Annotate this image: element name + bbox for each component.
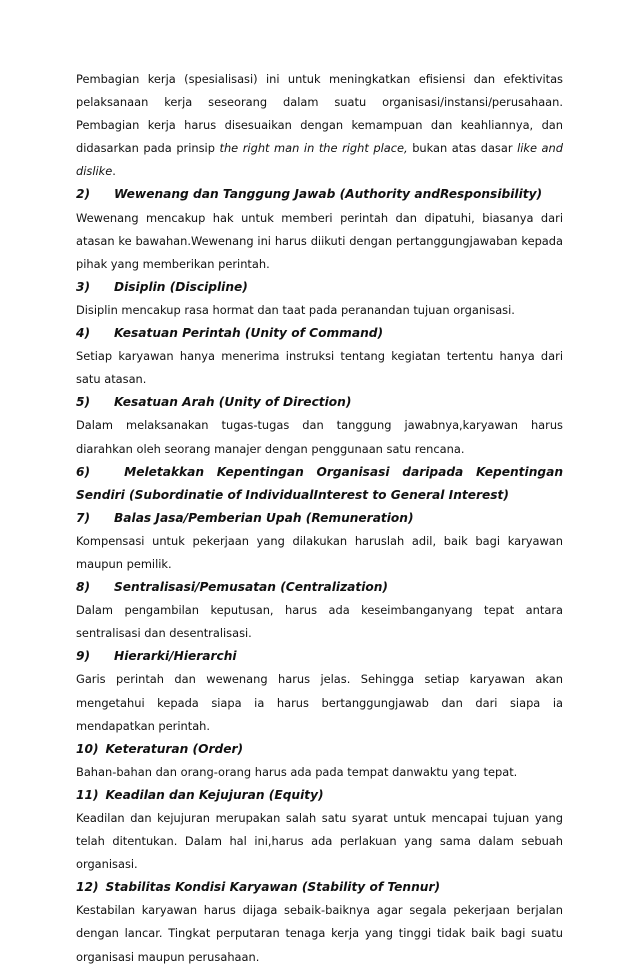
section-title-6: Meletakkan Kepentingan Organisasi daripada Kepentingan Sendiri (Subordinatie of IndividualInterest to General Interest) [76, 464, 563, 502]
section-number-4: 4) [76, 326, 91, 341]
section-heading-5 [76, 391, 563, 414]
section-heading-8 [76, 576, 563, 599]
section-title-8: Sentralisasi/Pemusatan (Centralization) [114, 580, 389, 595]
section-title-7: Balas Jasa/Pemberian Upah (Remuneration) [114, 510, 414, 525]
section-number-5: 5) [76, 395, 91, 410]
section-body-4: Setiap karyawan hanya menerima instruksi tentang kegiatan tertentu hanya dari satu atasan. [76, 349, 563, 387]
intro-italic-phrase-1: the right man in the right place, [219, 141, 408, 156]
section-number-7: 7) [76, 510, 91, 525]
section-body-8: Dalam pengambilan keputusan, harus ada keseimbanganyang tepat antara sentralisasi dan desentralisasi. [76, 603, 563, 641]
section-number-10: 10) [76, 741, 99, 756]
intro-text-after: . [112, 164, 116, 179]
document-content [76, 68, 563, 969]
section-title-10: Keteraturan (Order) [105, 741, 244, 756]
section-body-10: Bahan-bahan dan orang-orang harus ada pada tempat danwaktu yang tepat. [76, 764, 518, 779]
section-title-3: Disiplin (Discipline) [114, 279, 248, 294]
intro-paragraph [76, 68, 563, 183]
section-number-11: 11) [76, 787, 99, 802]
section-heading-12 [76, 876, 563, 899]
section-body-7: Kompensasi untuk pekerjaan yang dilakukan haruslah adil, baik bagi karyawan maupun pemilik. [76, 533, 563, 571]
section-heading-2 [76, 183, 563, 206]
section-heading-4 [76, 322, 563, 345]
section-body-12: Kestabilan karyawan harus dijaga sebaik-baiknya agar segala pekerjaan berjalan dengan lancar. Tingkat perputaran tenaga kerja yang tinggi tidak baik bagi suatu organisasi maupun perusahaan. [76, 903, 563, 964]
section-title-4: Kesatuan Perintah (Unity of Command) [114, 326, 384, 341]
section-number-9: 9) [76, 649, 91, 664]
section-body-11: Keadilan dan kejujuran merupakan salah satu syarat untuk mencapai tujuan yang telah ditentukan. Dalam hal ini,harus ada perlakuan yang sama dalam sebuah organisasi. [76, 811, 563, 872]
section-number-8: 8) [76, 580, 91, 595]
section-number-2: 2) [76, 187, 91, 202]
section-heading-9 [76, 645, 563, 668]
section-number-3: 3) [76, 279, 91, 294]
section-body-3: Disiplin mencakup rasa hormat dan taat pada peranandan tujuan organisasi. [76, 302, 515, 317]
section-heading-11 [76, 784, 563, 807]
section-heading-7 [76, 507, 563, 530]
section-number-12: 12) [76, 880, 99, 895]
section-title-11: Keadilan dan Kejujuran (Equity) [105, 787, 324, 802]
section-heading-3 [76, 276, 563, 299]
intro-italic-phrase-2: like and dislike [76, 141, 563, 179]
section-title-2: Wewenang dan Tanggung Jawab (Authority andResponsibility) [114, 187, 543, 202]
section-title-5: Kesatuan Arah (Unity of Direction) [114, 395, 352, 410]
section-body-9: Garis perintah dan wewenang harus jelas. Sehingga setiap karyawan akan mengetahui kepada siapa ia harus bertanggungjawab dan dari siapa ia mendapatkan perintah. [76, 672, 563, 733]
section-title-9: Hierarki/Hierarchi [114, 649, 237, 664]
section-body-2: Wewenang mencakup hak untuk memberi perintah dan dipatuhi, biasanya dari atasan ke bawahan.Wewenang ini harus diikuti dengan pertanggungjawaban kepada pihak yang memberikan perintah. [76, 210, 563, 271]
intro-text-before: Pembagian kerja (spesialisasi) ini untuk meningkatkan efisiensi dan efektivitas pelaksanaan kerja seseorang dalam suatu organisasi/instansi/perusahaan. Pembagian kerja harus disesuaikan dengan kemampuan dan keahliannya, dan didasarkan pada prinsip [76, 72, 563, 156]
section-body-5: Dalam melaksanakan tugas-tugas dan tanggung jawabnya,karyawan harus diarahkan oleh seorang manajer dengan penggunaan satu rencana. [76, 418, 563, 456]
intro-text-middle: bukan atas dasar [407, 141, 518, 156]
section-title-12: Stabilitas Kondisi Karyawan (Stability of Tennur) [105, 880, 441, 895]
section-heading-6 [76, 461, 563, 507]
section-number-6: 6) [76, 464, 91, 479]
section-heading-10 [76, 738, 563, 761]
